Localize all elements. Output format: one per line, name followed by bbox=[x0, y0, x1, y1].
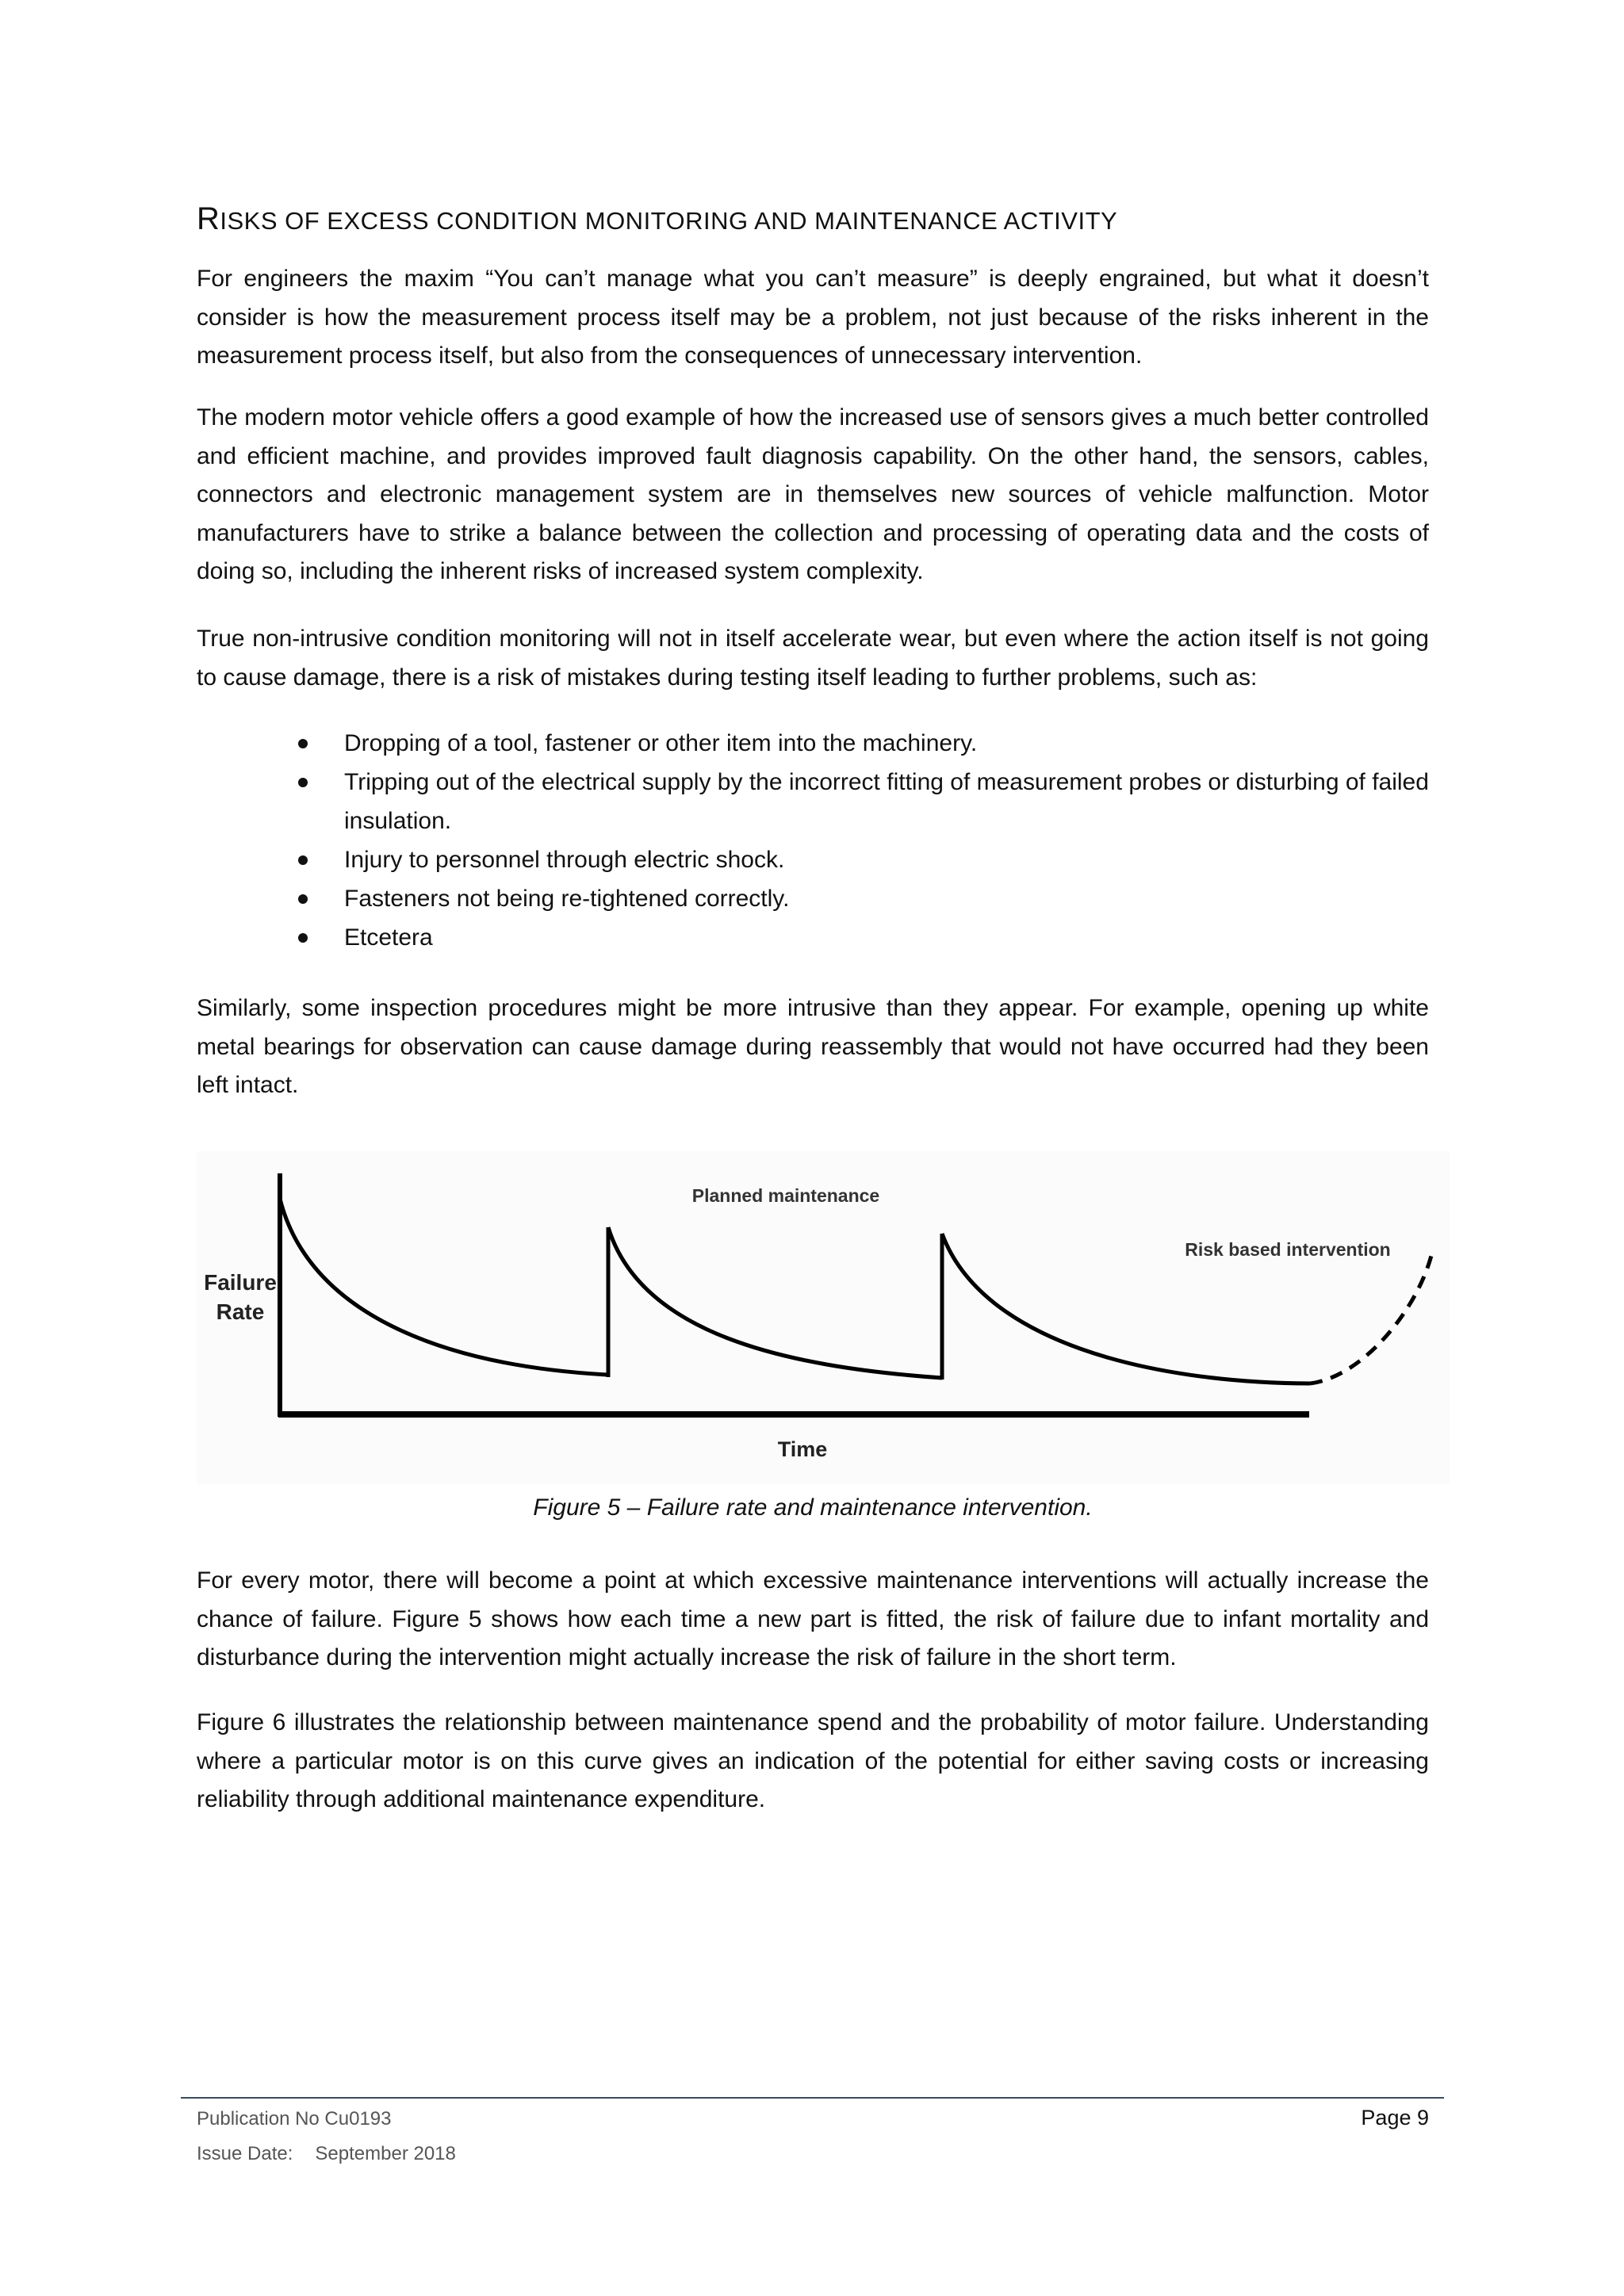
section-heading bbox=[197, 201, 1429, 237]
figure-5 bbox=[197, 1151, 1450, 1484]
list-item-text: Dropping of a tool, fastener or other item into the machinery. bbox=[344, 730, 978, 756]
bullet-icon bbox=[298, 933, 308, 943]
x-axis-label: Time bbox=[777, 1437, 828, 1461]
section-heading-rest: ISKS OF EXCESS CONDITION MONITORING AND MAINTENANCE ACTIVITY bbox=[220, 207, 1118, 235]
list-item bbox=[292, 724, 1429, 763]
list-item-text: Fasteners not being re-tightened correctly. bbox=[344, 886, 790, 912]
list-item bbox=[292, 879, 1429, 918]
y-axis-label-line1: Failure bbox=[204, 1270, 277, 1295]
paragraph-5: For every motor, there will become a point at which excessive maintenance interventions will actually increase the chance of failure. Figure 5 shows how each time a new part is fitted, the risk of failure due to infant mortality and disturbance during the intervention might actually increase the risk of failure in the short term. bbox=[197, 1567, 1429, 1670]
paragraph-1: For engineers the maxim “You can’t manage what you can’t measure” is deeply engrained, but what it doesn’t consider is how the measurement process itself may be a problem, not just because of the risks inherent in the measurement process itself, but also from the consequences of unnecessary intervention. bbox=[197, 266, 1429, 369]
paragraph-4: Similarly, some inspection procedures might be more intrusive than they appear. For example, opening up white metal bearings for observation can cause damage during reassembly that would not have occurred had they been left intact. bbox=[197, 995, 1429, 1098]
list-item bbox=[292, 763, 1429, 840]
section-heading-initial: R bbox=[197, 201, 220, 236]
bullet-list bbox=[292, 724, 1429, 957]
bullet-icon bbox=[298, 855, 308, 865]
paragraph-6: Figure 6 illustrates the relationship between maintenance spend and the probability of motor failure. Understanding where a particular motor is on this curve gives an indication of the potential for either saving costs or increasing reliability through additional maintenance expenditure. bbox=[197, 1709, 1429, 1812]
issue-date-label: Issue Date: bbox=[197, 2143, 293, 2164]
bullet-icon bbox=[298, 739, 308, 748]
issue-date-value: September 2018 bbox=[315, 2143, 456, 2164]
bullet-icon bbox=[298, 778, 308, 787]
issue-date bbox=[197, 2143, 456, 2165]
list-item-text: Tripping out of the electrical supply by the incorrect fitting of measurement probes or disturbing of failed insulation. bbox=[344, 769, 1429, 834]
page-number: Page 9 bbox=[1361, 2106, 1429, 2130]
list-item-text: Injury to personnel through electric shock. bbox=[344, 847, 785, 873]
planned-maintenance-label: Planned maintenance bbox=[691, 1185, 880, 1206]
footer-divider bbox=[181, 2097, 1444, 2099]
figure-caption: Figure 5 – Failure rate and maintenance intervention. bbox=[533, 1494, 1093, 1521]
list-item bbox=[292, 918, 1429, 957]
paragraph-3: True non-intrusive condition monitoring will not in itself accelerate wear, but even where the action itself is not going to cause damage, there is a risk of mistakes during testing itself leading to further problems, such as: bbox=[197, 626, 1429, 691]
bullet-icon bbox=[298, 894, 308, 904]
list-item-text: Etcetera bbox=[344, 924, 433, 951]
paragraph-2: The modern motor vehicle offers a good example of how the increased use of sensors gives a much better controlled and efficient machine, and provides improved fault diagnosis capability. On the other hand, the sensors, cables, connectors and electronic management system are in themselves new sources of vehicle malfunction. Motor manufacturers have to strike a balance between the collection and processing of operating data and the costs of doing so, including the inherent risks of increased system complexity. bbox=[197, 404, 1429, 584]
failure-rate-diagram bbox=[197, 1151, 1450, 1484]
list-item bbox=[292, 840, 1429, 879]
publication-number: Publication No Cu0193 bbox=[197, 2108, 392, 2130]
y-axis-label-line2: Rate bbox=[216, 1299, 265, 1324]
risk-based-intervention-label: Risk based intervention bbox=[1185, 1239, 1391, 1260]
